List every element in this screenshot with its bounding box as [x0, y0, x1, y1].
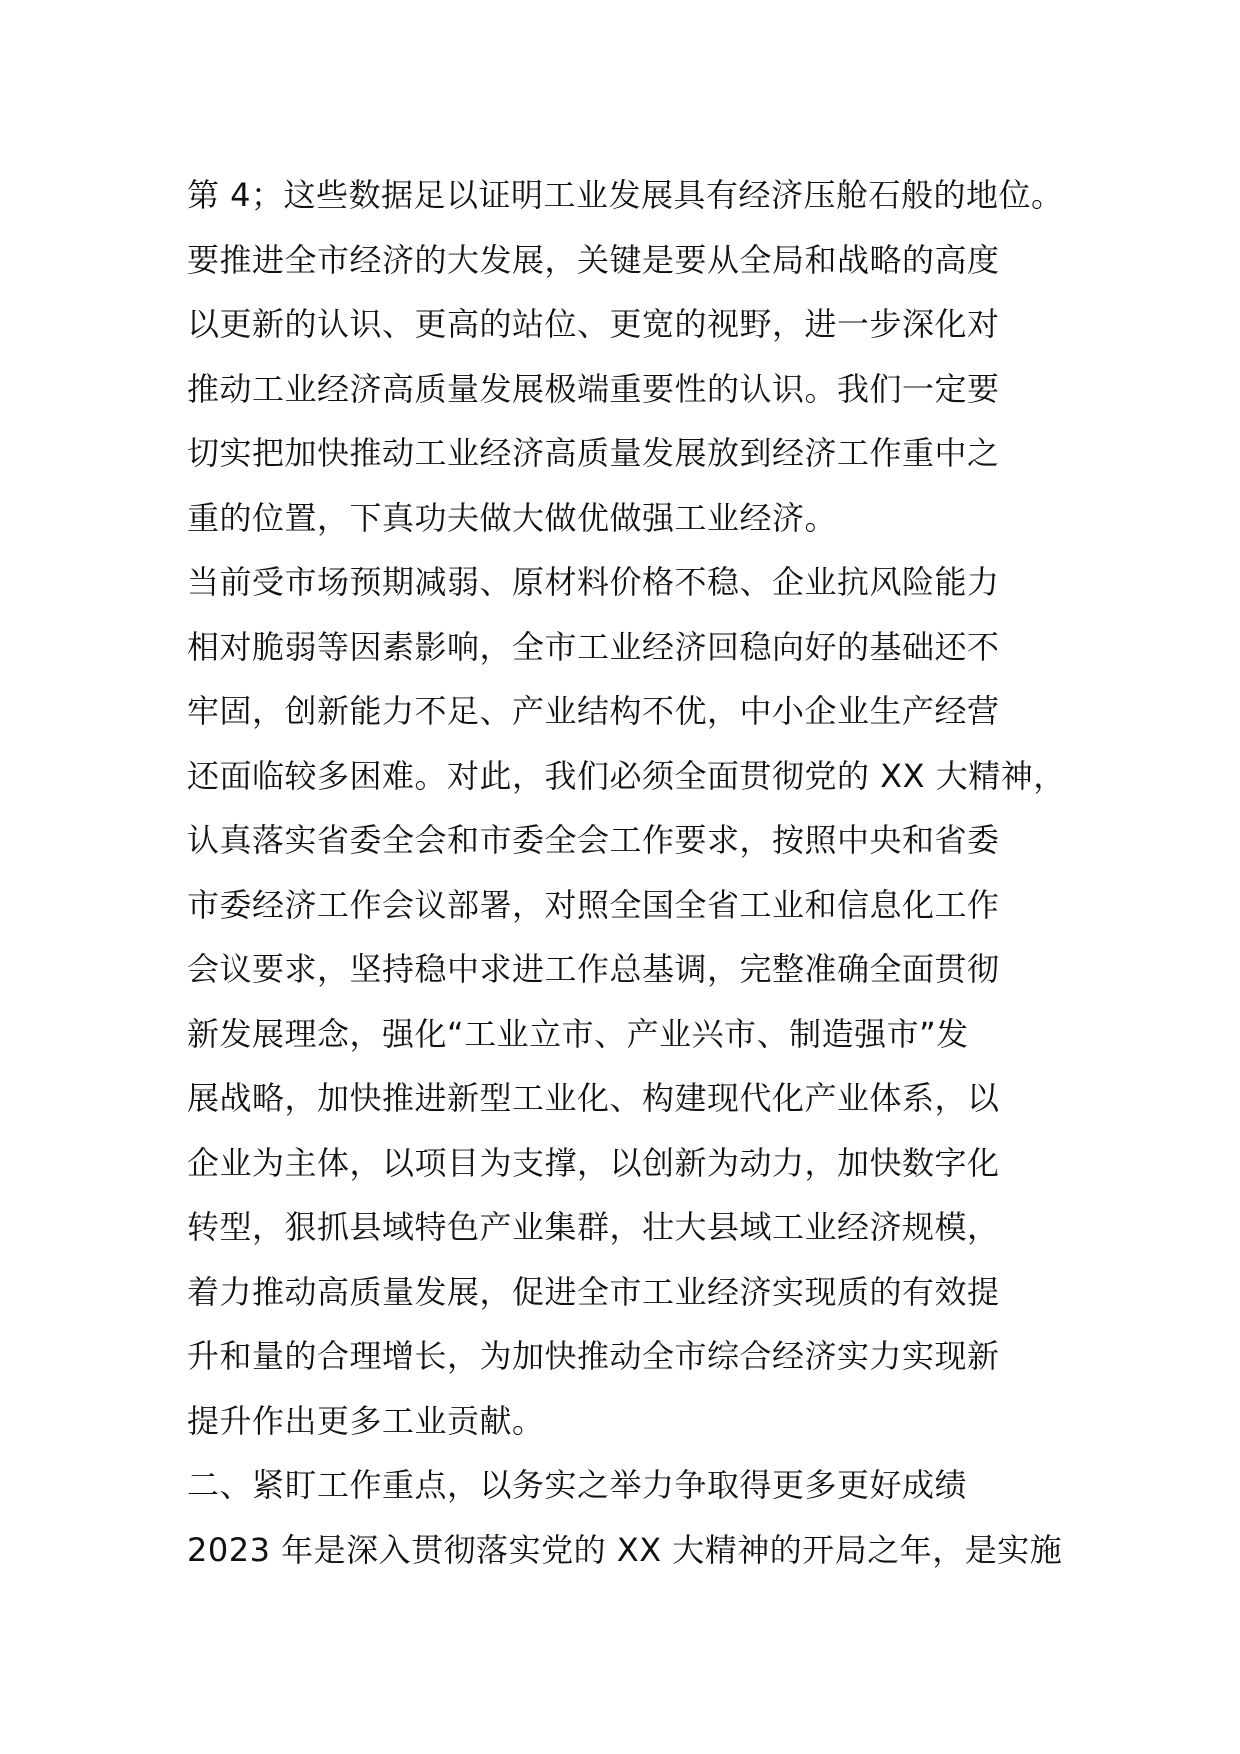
text-line: 转型，狠抓县域特色产业集群，壮大县域工业经济规模，: [187, 1208, 1000, 1246]
text-line: 还面临较多困难。对此，我们必须全面贯彻党的 XX 大精神，: [187, 756, 1066, 795]
text-line: 推动工业经济高质量发展极端重要性的认识。我们一定要: [187, 369, 1000, 408]
text-line: 提升作出更多工业贡献。: [187, 1401, 545, 1440]
document-body: [187, 163, 1087, 1582]
text-line: 当前受市场预期减弱、原材料价格不稳、企业抗风险能力: [187, 563, 1000, 601]
text-line: 着力推动高质量发展，促进全市工业经济实现质的有效提: [187, 1272, 1000, 1311]
text-line: 会议要求，坚持稳中求进工作总基调，完整准确全面贯彻: [187, 950, 1000, 988]
text-line: 相对脆弱等因素影响，全市工业经济回稳向好的基础还不: [187, 627, 1000, 666]
text-line: 切实把加快推动工业经济高质量发展放到经济工作重中之: [187, 434, 1000, 472]
text-line: 市委经济工作会议部署，对照全国全省工业和信息化工作: [187, 885, 1000, 924]
section-heading: 二、紧盯工作重点，以务实之举力争取得更多更好成绩: [187, 1466, 968, 1504]
text-line: 要推进全市经济的大发展，关键是要从全局和战略的高度: [187, 240, 1000, 279]
text-line: 展战略，加快推进新型工业化、构建现代化产业体系，以: [187, 1079, 1000, 1117]
text-line: 新发展理念，强化“工业立市、产业兴市、制造强市”发: [187, 1014, 969, 1053]
text-line: 重的位置，下真功夫做大做优做强工业经济。: [187, 498, 838, 537]
text-line: 企业为主体，以项目为支撑，以创新为动力，加快数字化: [187, 1143, 1000, 1182]
text-line: 升和量的合理增长，为加快推动全市综合经济实力实现新: [187, 1337, 1000, 1375]
text-line: 以更新的认识、更高的站位、更宽的视野，进一步深化对: [187, 305, 1000, 343]
text-line: 第 4；这些数据足以证明工业发展具有经济压舱石般的地位。: [187, 176, 1064, 214]
text-line: 认真落实省委全会和市委全会工作要求，按照中央和省委: [187, 821, 1000, 859]
text-line: 牢固，创新能力不足、产业结构不优，中小企业生产经营: [187, 692, 1000, 730]
text-line: 2023 年是深入贯彻落实党的 XX 大精神的开局之年，是实施: [187, 1530, 1063, 1569]
